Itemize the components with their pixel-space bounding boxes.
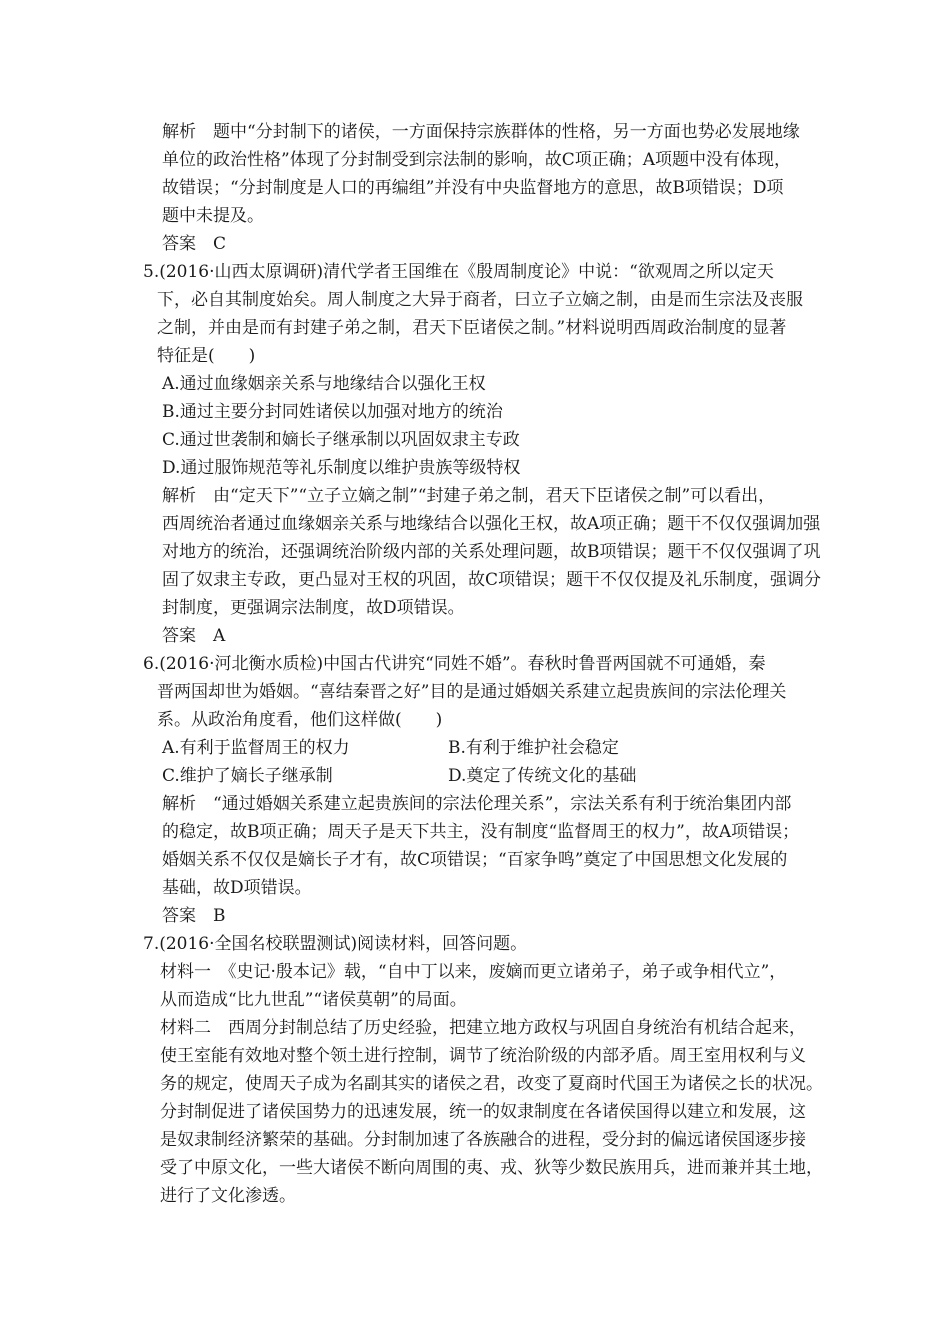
q6-analysis-line-1: 解析 “通过婚姻关系建立起贵族间的宗法伦理关系”，宗法关系有利于统治集团内部 [162, 794, 792, 814]
q7-material1-line-2: 从而造成“比九世乱”“诸侯莫朝”的局面。 [160, 990, 467, 1010]
q7-material2-line-5: 是奴隶制经济繁荣的基础。分封制加速了各族融合的进程，受分封的偏远诸侯国逐步接 [160, 1130, 806, 1150]
q5-stem-line-4: 特征是( ) [157, 346, 256, 366]
q7-material2-line-1: 材料二 西周分封制总结了历史经验，把建立地方政权与巩固自身统治有机结合起来， [160, 1018, 806, 1038]
q7-material2-line-4: 分封制促进了诸侯国势力的迅速发展，统一的奴隶制度在各诸侯国得以建立和发展，这 [160, 1102, 806, 1122]
q4-analysis-line-3: 故错误；“分封制度是人口的再编组”并没有中央监督地方的意思，故B项错误；D项 [162, 178, 784, 198]
q6-analysis-line-3: 婚姻关系不仅仅是嫡长子才有，故C项错误；“百家争鸣”奠定了中国思想文化发展的 [162, 850, 788, 870]
q5-stem-line-1: 5.(2016·山西太原调研)清代学者王国维在《殷周制度论》中说：“欲观周之所以定天 [143, 262, 774, 282]
q5-analysis-line-2: 西周统治者通过血缘姻亲关系与地缘结合以强化王权，故A项正确；题干不仅仅强调加强 [162, 514, 821, 534]
q7-material2-line-7: 进行了文化渗透。 [160, 1186, 296, 1206]
q4-answer: 答案 C [162, 234, 227, 254]
q6-option-b: B.有利于维护社会稳定 [448, 738, 619, 758]
q7-material1-line-1: 材料一 《史记·殷本记》载，“自中丁以来，废嫡而更立诸弟子，弟子或争相代立”， [160, 962, 787, 982]
q7-material2-line-2: 使王室能有效地对整个领土进行控制，调节了统治阶级的内部矛盾。周王室用权利与义 [160, 1046, 806, 1066]
q6-answer: 答案 B [162, 906, 226, 926]
q7-material2-line-3: 务的规定，使周天子成为名副其实的诸侯之君，改变了夏商时代国王为诸侯之长的状况。 [160, 1074, 823, 1094]
q6-stem-line-1: 6.(2016·河北衡水质检)中国古代讲究“同姓不婚”。春秋时鲁晋两国就不可通婚，秦 [143, 654, 766, 674]
q6-analysis-line-2: 的稳定，故B项正确；周天子是天下共主，没有制度“监督周王的权力”，故A项错误； [162, 822, 800, 842]
q5-analysis-line-3: 对地方的统治，还强调统治阶级内部的关系处理问题，故B项错误；题干不仅仅强调了巩 [162, 542, 821, 562]
q5-option-b: B.通过主要分封同姓诸侯以加强对地方的统治 [162, 402, 503, 422]
q7-stem: 7.(2016·全国名校联盟测试)阅读材料，回答问题。 [143, 934, 528, 954]
q4-analysis-line-1: 解析 题中“分封制下的诸侯，一方面保持宗族群体的性格，另一方面也势必发展地缘 [162, 122, 800, 142]
q6-stem-line-3: 系。从政治角度看，他们这样做( ) [157, 710, 443, 730]
q5-stem-line-2: 下，必自其制度始矣。周人制度之大异于商者，曰立子立嫡之制，由是而生宗法及丧服 [157, 290, 803, 310]
q6-option-c: C.维护了嫡长子继承制 [162, 766, 333, 786]
q5-option-a: A.通过血缘姻亲关系与地缘结合以强化王权 [162, 374, 486, 394]
q6-option-a: A.有利于监督周王的权力 [162, 738, 350, 758]
q5-option-d: D.通过服饰规范等礼乐制度以维护贵族等级特权 [162, 458, 521, 478]
q5-stem-line-3: 之制，并由是而有封建子弟之制，君天下臣诸侯之制。”材料说明西周政治制度的显著 [157, 318, 787, 338]
q4-analysis-line-2: 单位的政治性格”体现了分封制受到宗法制的影响，故C项正确；A项题中没有体现， [162, 150, 791, 170]
q6-analysis-line-4: 基础，故D项错误。 [162, 878, 312, 898]
q5-option-c: C.通过世袭制和嫡长子继承制以巩固奴隶主专政 [162, 430, 520, 450]
q6-option-d: D.奠定了传统文化的基础 [448, 766, 637, 786]
q4-analysis-line-4: 题中未提及。 [162, 206, 264, 226]
q5-analysis-line-1: 解析 由“定天下”“立子立嫡之制”“封建子弟之制，君天下臣诸侯之制”可以看出， [162, 486, 776, 506]
q5-analysis-line-4: 固了奴隶主专政，更凸显对王权的巩固，故C项错误；题干不仅仅提及礼乐制度，强调分 [162, 570, 822, 590]
q5-analysis-line-5: 封制度，更强调宗法制度，故D项错误。 [162, 598, 465, 618]
q5-answer: 答案 A [162, 626, 226, 646]
q6-stem-line-2: 晋两国却世为婚姻。“喜结秦晋之好”目的是通过婚姻关系建立起贵族间的宗法伦理关 [157, 682, 787, 702]
q7-material2-line-6: 受了中原文化，一些大诸侯不断向周围的夷、戎、狄等少数民族用兵，进而兼并其土地， [160, 1158, 823, 1178]
